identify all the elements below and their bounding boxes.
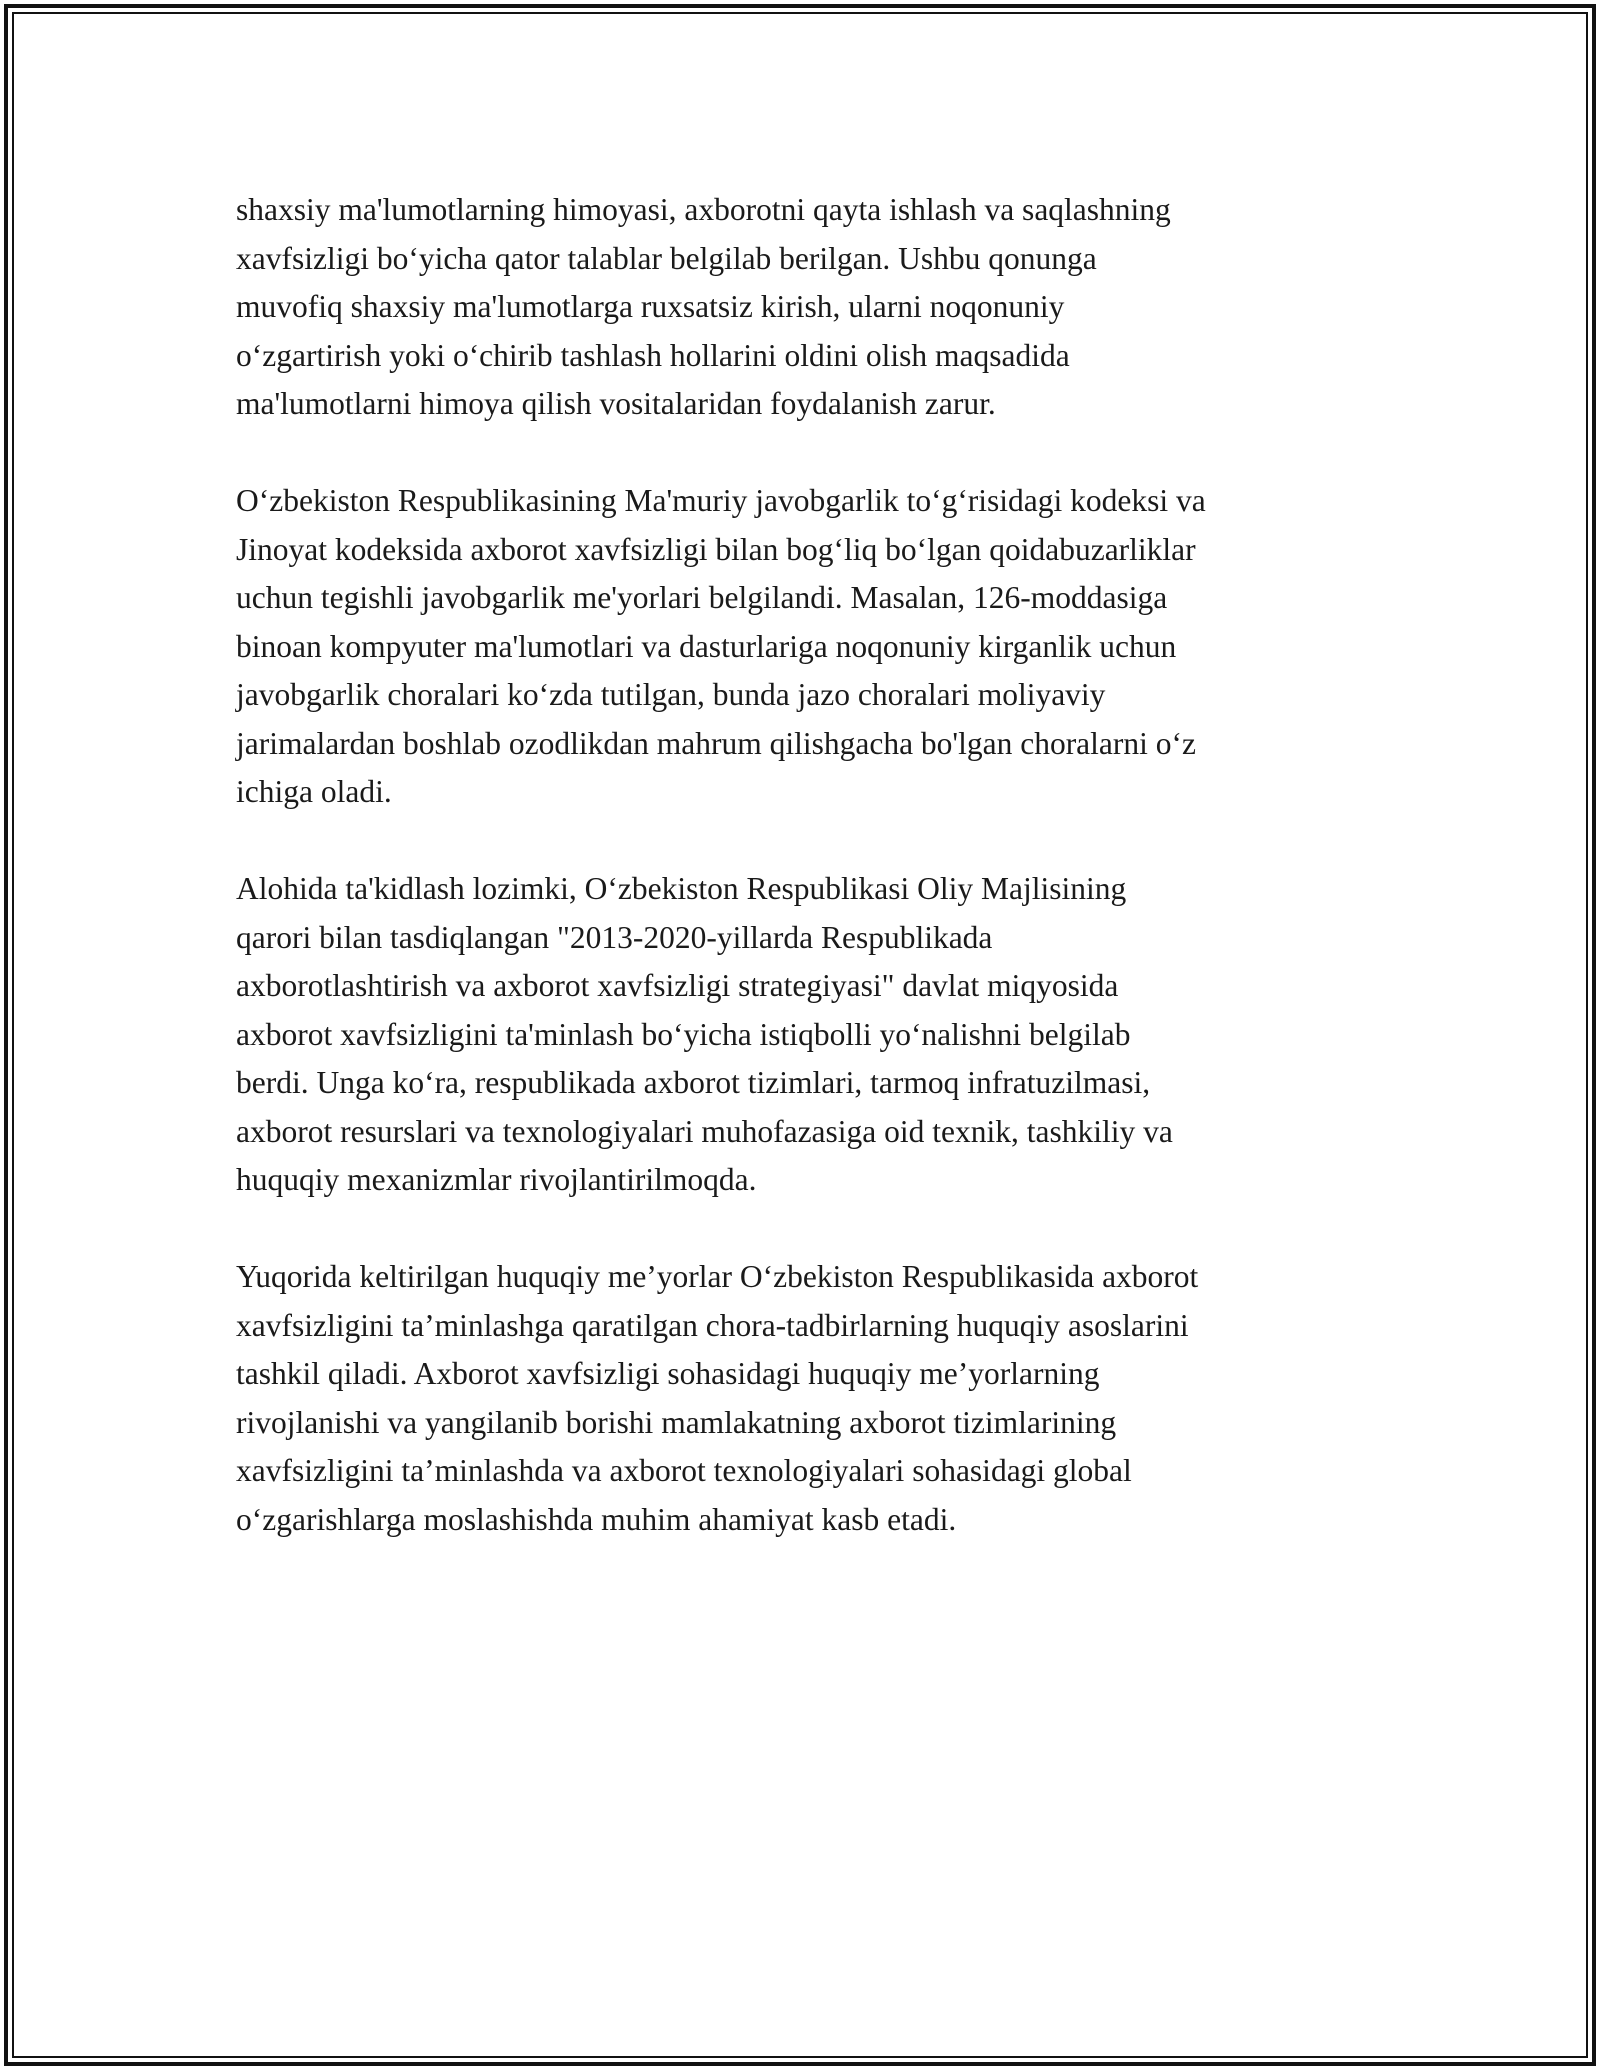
- text-line: O‘zbekiston Respublikasining Ma'muriy javobgarlik to‘g‘risidagi kodeksi va: [236, 483, 1206, 518]
- document-body: [236, 186, 1376, 1593]
- paragraph-personal-data: [236, 186, 1376, 429]
- text-line: o‘zgarishlarga moslashishda muhim ahamiyat kasb etadi.: [236, 1501, 957, 1537]
- text-line: javobgarlik choralari ko‘zda tutilgan, bunda jazo choralari moliyaviy: [236, 677, 1106, 712]
- text-line: xavfsizligi bo‘yicha qator talablar belgilab berilgan. Ushbu qonunga: [236, 240, 1097, 276]
- text-line: Jinoyat kodeksida axborot xavfsizligi bilan bog‘liq bo‘lgan qoidabuzarliklar: [236, 531, 1196, 567]
- paragraph-conclusion: [236, 1253, 1376, 1544]
- text-line: jarimalardan boshlab ozodlikdan mahrum qilishgacha bo'lgan choralarni o‘z: [236, 725, 1196, 761]
- text-line: axborot resurslari va texnologiyalari muhofazasiga oid texnik, tashkiliy va: [236, 1113, 1173, 1149]
- text-line: qarori bilan tasdiqlangan "2013-2020-yillarda Respublikada: [236, 919, 993, 955]
- text-line: o‘zgartirish yoki o‘chirib tashlash hollarini oldini olish maqsadida: [236, 337, 1070, 373]
- text-line: rivojlanishi va yangilanib borishi mamlakatning axborot tizimlarining: [236, 1404, 1117, 1440]
- text-line: berdi. Unga ko‘ra, respublikada axborot tizimlari, tarmoq infratuzilmasi,: [236, 1065, 1151, 1100]
- text-line: ichiga oladi.: [236, 774, 392, 809]
- text-line: binoan kompyuter ma'lumotlari va dasturlariga noqonuniy kirganlik uchun: [236, 628, 1177, 664]
- text-line: muvofiq shaxsiy ma'lumotlarga ruxsatsiz kirish, ularni noqonuniy: [236, 289, 1065, 324]
- text-line: ma'lumotlarni himoya qilish vositalaridan foydalanish zarur.: [236, 386, 996, 421]
- text-line: shaxsiy ma'lumotlarning himoyasi, axborotni qayta ishlash va saqlashning: [236, 192, 1171, 227]
- paragraph-strategy: [236, 865, 1376, 1205]
- text-line: huquqiy mexanizmlar rivojlantirilmoqda.: [236, 1162, 757, 1197]
- text-line: axborot xavfsizligini ta'minlash bo‘yicha istiqbolli yo‘nalishni belgilab: [236, 1016, 1131, 1052]
- text-line: uchun tegishli javobgarlik me'yorlari belgilandi. Masalan, 126-moddasiga: [236, 580, 1168, 615]
- text-line: tashkil qiladi. Axborot xavfsizligi sohasidagi huquqiy me’yorlarning: [236, 1356, 1100, 1391]
- text-line: xavfsizligini ta’minlashda va axborot texnologiyalari sohasidagi global: [236, 1453, 1132, 1488]
- paragraph-administrative-code: [236, 477, 1376, 817]
- text-line: axborotlashtirish va axborot xavfsizligi strategiyasi" davlat miqyosida: [236, 968, 1119, 1003]
- text-line: Alohida ta'kidlash lozimki, O‘zbekiston Respublikasi Oliy Majlisining: [236, 871, 1127, 906]
- text-line: xavfsizligini ta’minlashga qaratilgan chora-tadbirlarning huquqiy asoslarini: [236, 1307, 1189, 1343]
- text-line: Yuqorida keltirilgan huquqiy me’yorlar O‘zbekiston Respublikasida axborot: [236, 1259, 1199, 1294]
